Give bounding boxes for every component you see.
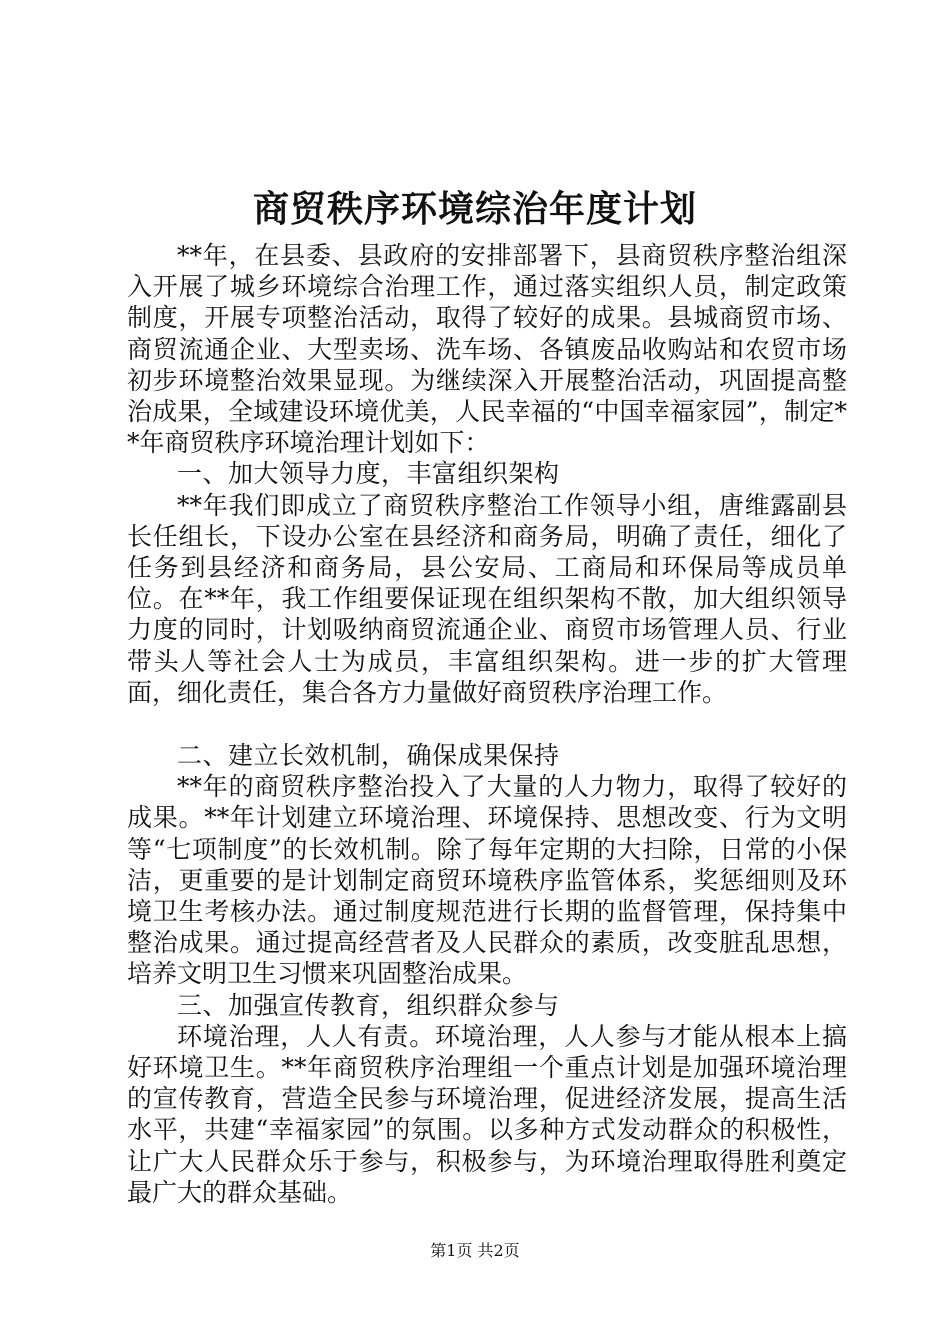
section-heading-3: 三、加强宣传教育，组织群众参与 [177,990,560,1020]
document-body [127,240,847,1208]
section-heading-2: 二、建立长效机制，确保成果保持 [177,741,560,771]
page-footer: 第1页 共2页 [430,1241,520,1260]
intro-paragraph: **年，在县委、县政府的安排部署下，县商贸秩序整治组深入开展了城乡环境综合治理工作，通过落实组织人员，制定政策制度，开展专项整治活动，取得了较好的成果。县城商贸市场、商贸流通企业、大型卖场、洗车场、各镇废品收购站和农贸市场初步环境整治效果显现。为继续深入开展整治活动，巩固提高整治成果，全域建设环境优美，人民幸福的“中国幸福家园”，制定**年商贸秩序环境治理计划如下： [127,241,847,458]
section-paragraph-3: 环境治理，人人有责。环境治理，人人参与才能从根本上搞好环境卫生。**年商贸秩序治理组一个重点计划是加强环境治理的宣传教育，营造全民参与环境治理，促进经济发展，提高生活水平，共建“幸福家园”的氛围。以多种方式发动群众的积极性，让广大人民群众乐于参与，积极参与，为环境治理取得胜利奠定最广大的群众基础。 [127,1021,847,1207]
section-paragraph-1: **年我们即成立了商贸秩序整治工作领导小组，唐维露副县长任组长，下设办公室在县经济和商务局，明确了责任，细化了任务到县经济和商务局，县公安局、工商局和环保局等成员单位。在**年，我工作组要保证现在组织架构不散，加大组织领导力度的同时，计划吸纳商贸流通企业、商贸市场管理人员、行业带头人等社会人士为成员，丰富组织架构。进一步的扩大管理面，细化责任，集合各方力量做好商贸秩序治理工作。 [127,490,847,707]
section-paragraph-2: **年的商贸秩序整治投入了大量的人力物力，取得了较好的成果。**年计划建立环境治理、环境保持、思想改变、行为文明等“七项制度”的长效机制。除了每年定期的大扫除，日常的小保洁，更重要的是计划制定商贸环境秩序监管体系，奖惩细则及环境卫生考核办法。通过制度规范进行长期的监督管理，保持集中整治成果。通过提高经营者及人民群众的素质，改变脏乱思想，培养文明卫生习惯来巩固整治成果。 [127,772,847,989]
section-heading-1: 一、加大领导力度，丰富组织架构 [177,459,560,489]
paragraph-spacer [127,708,847,740]
document-title: 商贸秩序环境综治年度计划 [252,188,697,230]
